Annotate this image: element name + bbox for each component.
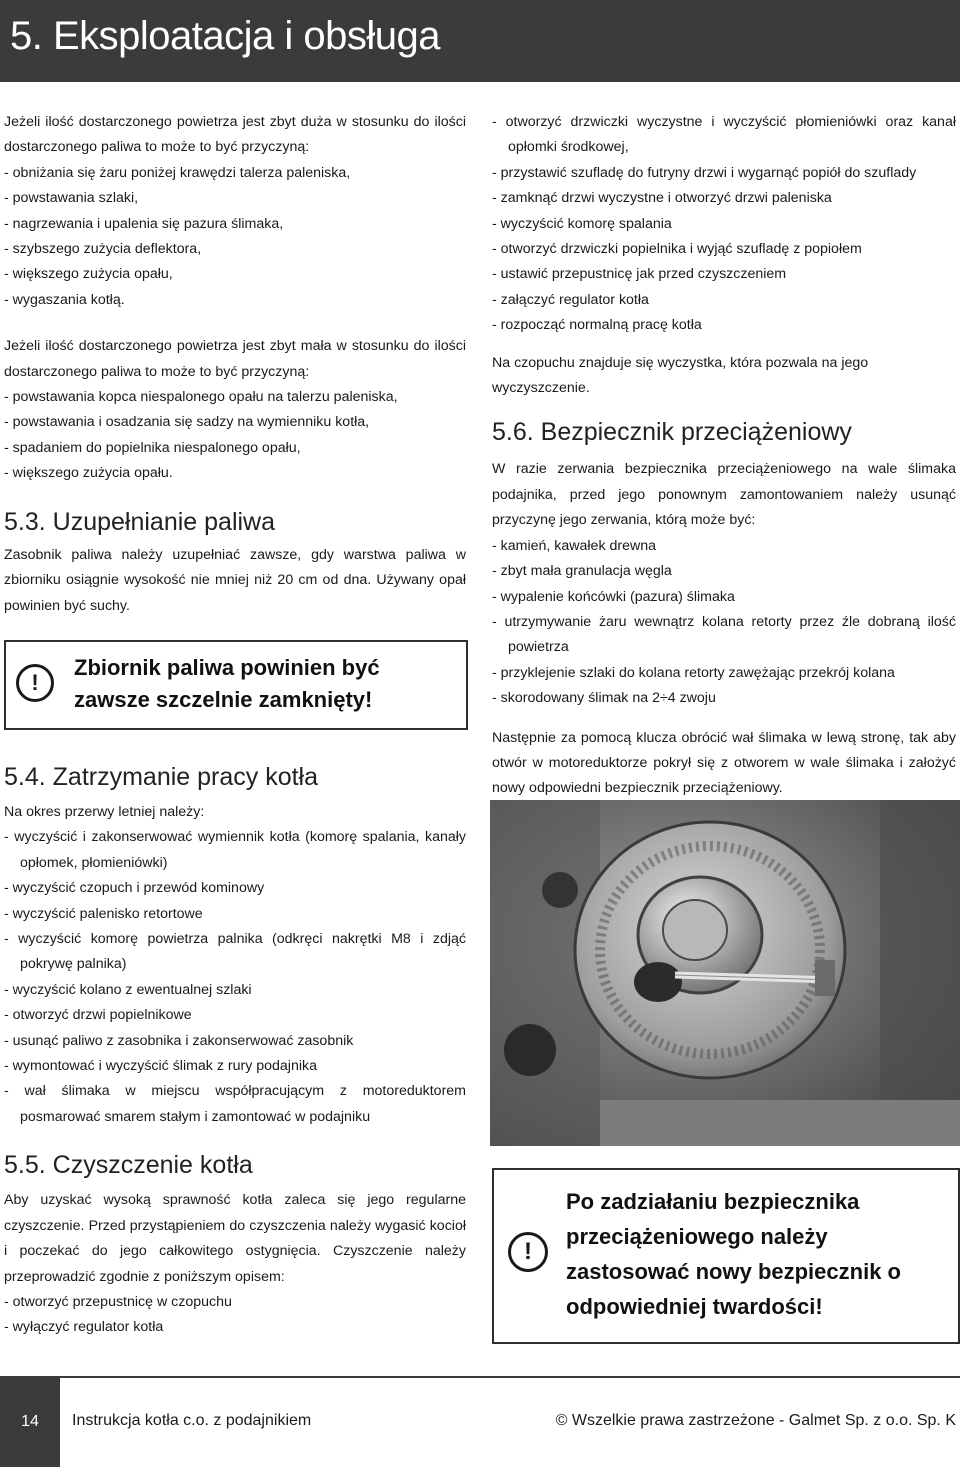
list-summer-break (4, 825, 466, 1130)
list-item: - zamknąć drzwi wyczystne i otworzyć drzwi paleniska (492, 190, 832, 207)
list-item: - przystawić szufladę do futryny drzwi i wygarnąć popiół do szuflady (492, 164, 917, 181)
list-item: - skorodowany ślimak na 2÷4 zwoju (492, 690, 716, 707)
footer-copyright: © Wszelkie prawa zastrzeżone - Galmet Sp. z o.o. Sp. K (555, 1412, 956, 1429)
warning-line: przeciążeniowego należy (566, 1224, 828, 1249)
page-number: 14 (0, 1376, 60, 1467)
list-air-too-little (4, 385, 466, 487)
warning-line: Zbiornik paliwa powinien być (74, 655, 380, 680)
photo-overload-breaker (490, 800, 960, 1146)
list-item: - ustawić przepustnicę jak przed czyszczeniem (492, 266, 787, 283)
paragraph-air-too-little: Jeżeli ilość dostarczonego powietrza jest zbyt mała w stosunku do ilości dostarczonego paliwa to może to być przyczyną: (4, 338, 466, 380)
list-item: - większego zużycia opału, (4, 266, 173, 283)
warning-text-breaker (566, 1184, 901, 1324)
section-text-5-5: Aby uzyskać wysoką sprawność kotła zaleca się jego regularne czyszczenie. Przed przystąpieniem do czyszczenia należy wygasić kocioł i poczekać do jego całkowitego ostygnięcia. Czyszczenie należy przeprowadzić zgodnie z poniższym opisem: (4, 1192, 466, 1285)
warning-box-fuel-tank (4, 640, 468, 730)
warning-line: zastosować nowy bezpiecznik o (566, 1259, 901, 1284)
section-heading-5-5: 5.5. Czyszczenie kotła (4, 1151, 253, 1180)
list-item: - wyczyścić komorę spalania (492, 215, 672, 232)
list-item: - powstawania i osadzania się sadzy na wymienniku kotła, (4, 414, 370, 431)
list-item: - wyczyścić i zakonserwować wymiennik kotła (komorę spalania, kanały opłomek, płomieniówki) (4, 829, 466, 871)
list-breaker-causes (492, 534, 956, 712)
list-item: - wyczyścić czopuch i przewód kominowy (4, 880, 265, 897)
list-item: - wypalenie końcówki (pazura) ślimaka (492, 588, 735, 605)
list-item: - powstawania kopca niespalonego opału na talerzu paleniska, (4, 389, 398, 406)
list-item: - zbyt mała granulacja węgla (492, 563, 672, 580)
section-heading-5-3: 5.3. Uzupełnianie paliwa (4, 507, 276, 536)
list-item: - szybszego zużycia deflektora, (4, 241, 202, 258)
list-item: - większego zużycia opału. (4, 465, 173, 482)
list-item: - spadaniem do popielnika niespalonego opału, (4, 439, 301, 456)
list-item: - przyklejenie szlaki do kolana retorty zawężając przekrój kolana (492, 664, 895, 681)
footer-divider (60, 1376, 960, 1378)
list-cleaning-steps (492, 110, 956, 339)
right-column (492, 110, 956, 802)
list-item: - otworzyć drzwiczki popielnika i wyjąć szufladę z popiołem (492, 241, 862, 258)
warning-box-breaker (492, 1168, 960, 1344)
section-heading-5-4: 5.4. Zatrzymanie pracy kotła (4, 763, 319, 791)
list-item: - wyczyścić kolano z ewentualnej szlaki (4, 981, 252, 998)
list-item: - wyczyścić palenisko retortowe (4, 905, 203, 922)
list-item: - wymontować i wyczyścić ślimak z rury podajnika (4, 1058, 317, 1075)
footer-manual-title: Instrukcja kotła c.o. z podajnikiem (72, 1412, 312, 1429)
section-intro-5-4: Na okres przerwy letniej należy: (4, 804, 205, 820)
chimney-note: Na czopuchu znajduje się wyczystka, która pozwala na jego wyczyszczenie. (492, 354, 869, 397)
list-item: - załączyć regulator kotła (492, 291, 649, 308)
warning-exclamation-icon: ! (16, 664, 54, 702)
list-item: - powstawania szlaki, (4, 190, 139, 207)
warning-text-fuel-tank (74, 652, 380, 716)
warning-line: odpowiedniej twardości! (566, 1294, 823, 1319)
list-item: - wyłączyć regulator kotła (4, 1319, 164, 1336)
list-item: - usunąć paliwo z zasobnika i zakonserwować zasobnik (4, 1032, 354, 1049)
list-item: - kamień, kawałek drewna (492, 537, 657, 554)
warning-line: Po zadziałaniu bezpiecznika (566, 1189, 860, 1214)
list-item: - wygaszania kotłą. (4, 291, 125, 308)
list-item: - otworzyć drzwi popielnikowe (4, 1007, 192, 1024)
list-item: - otworzyć drzwiczki wyczystne i wyczyścić płomieniówki oraz kanał opłomki środkowej, (492, 114, 956, 156)
warning-exclamation-icon: ! (508, 1232, 548, 1272)
list-item: - wyczyścić komorę powietrza palnika (odkręci nakrętki M8 i zdjąć pokrywę palnika) (4, 931, 466, 973)
page-title: 5. Eksploatacja i obsługa (10, 14, 440, 58)
list-cleaning-start (4, 1290, 466, 1341)
list-item: - obniżania się żaru poniżej krawędzi talerza paleniska, (4, 164, 351, 181)
left-column (4, 110, 466, 619)
paragraph-air-too-much: Jeżeli ilość dostarczonego powietrza jest zbyt duża w stosunku do ilości dostarczonego paliwa to może to być przyczyną: (4, 114, 466, 156)
left-column-lower (4, 762, 466, 1341)
section-text-5-6: Następnie za pomocą klucza obrócić wał ślimaka w lewą stronę, tak aby otwór w motoreduktorze pokrył się z otworem w wale ślimaka i założyć nowy odpowiedni bezpiecznik przeciążeniowy. (492, 729, 956, 797)
section-heading-5-6: 5.6. Bezpiecznik przeciążeniowy (492, 418, 852, 447)
page-header (0, 0, 960, 82)
list-item: - utrzymywanie żaru wewnątrz kolana retorty przez źle dobraną ilość powietrza (492, 613, 956, 656)
list-item: - otworzyć przepustnicę w czopuchu (4, 1293, 232, 1310)
list-item: - nagrzewania i upalenia się pazura ślimaka, (4, 215, 284, 232)
list-item: - rozpocząć normalną pracę kotła (492, 317, 702, 334)
section-intro-5-6: W razie zerwania bezpiecznika przeciążeniowego na wale ślimaka podajnika, przed jego ponownym zamontowaniem należy usunąć przyczynę jego zerwania, którą może być: (492, 461, 956, 529)
list-air-too-much (4, 161, 466, 313)
photo-illustration (490, 800, 960, 1146)
warning-line: zawsze szczelnie zamknięty! (74, 687, 373, 712)
section-text-5-3: Zasobnik paliwa należy uzupełniać zawsze, gdy warstwa paliwa w zbiorniku osiągnie wysokość nie mniej niż 20 cm od dna. Używany opał powinien być suchy. (4, 546, 466, 614)
page-footer (0, 1376, 960, 1467)
list-item: - wał ślimaka w miejscu współpracującym z motoreduktorem posmarować smarem stałym i zamontować w podajniku (4, 1083, 466, 1125)
